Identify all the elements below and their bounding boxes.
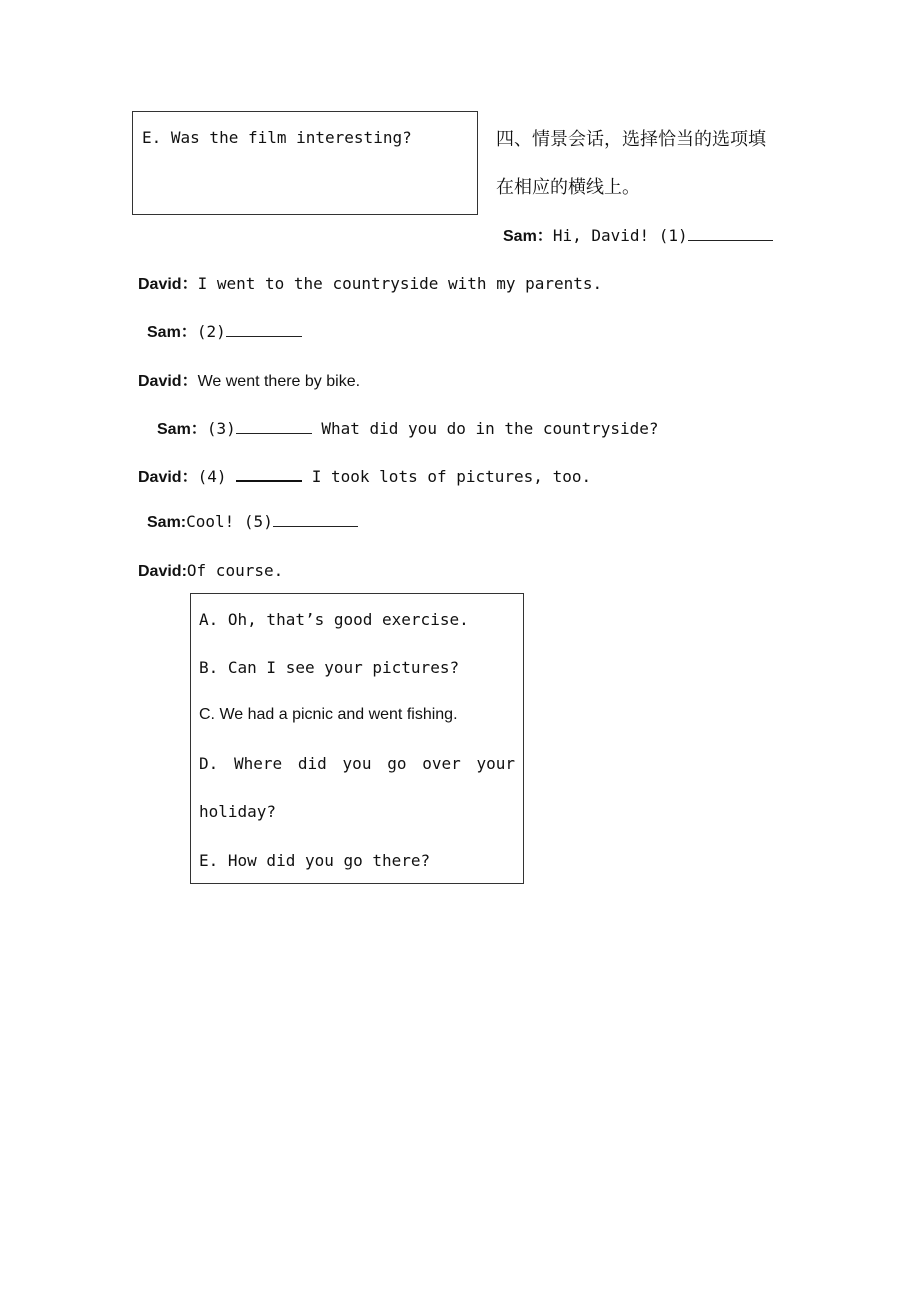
options-box — [190, 593, 524, 884]
dialogue-text: Cool! (5) — [186, 512, 273, 531]
dialogue-line-8 — [138, 561, 283, 581]
dialogue-text: (2) — [196, 322, 226, 341]
dialogue-text-after: What did you do in the countryside? — [311, 419, 659, 438]
option-d-word: D. — [199, 754, 219, 773]
option-d-word: your — [476, 754, 515, 773]
dialogue-text: Of course. — [186, 561, 284, 580]
option-d-word: did — [297, 754, 327, 773]
speaker-label: Sam： — [157, 421, 207, 438]
dialogue-text-after: I took lots of pictures, too. — [302, 467, 592, 486]
option-d-word: you — [342, 754, 372, 773]
speaker-label: David： — [138, 373, 198, 390]
option-d-word: over — [422, 754, 461, 773]
option-b: B. Can I see your pictures? — [199, 658, 460, 677]
dialogue-line-4 — [138, 368, 360, 391]
previous-options-box — [132, 111, 478, 215]
dialogue-line-1 — [503, 223, 773, 246]
dialogue-text: (4) — [197, 467, 237, 486]
answer-blank-4[interactable] — [236, 466, 302, 482]
option-c: C. We had a picnic and went fishing. — [199, 706, 458, 723]
answer-blank-3[interactable] — [236, 419, 312, 434]
answer-blank-5[interactable] — [273, 512, 358, 527]
option-d — [199, 754, 515, 773]
dialogue-text: We went there by bike. — [197, 373, 361, 390]
option-a: A. Oh, that’s good exercise. — [199, 610, 469, 629]
option-d-word: Where — [234, 754, 283, 773]
dialogue-line-3 — [147, 319, 302, 342]
dialogue-line-6 — [138, 464, 591, 487]
section-heading-cont: 在相应的横线上。 — [496, 177, 640, 198]
speaker-label: David： — [138, 276, 198, 293]
option-d-continued: holiday? — [199, 802, 277, 821]
dialogue-text: (3) — [206, 419, 236, 438]
dialogue-text: Hi, David! (1) — [552, 226, 688, 245]
option-e: E. How did you go there? — [199, 851, 431, 870]
answer-blank-1[interactable] — [688, 226, 773, 241]
speaker-label: Sam： — [503, 228, 553, 245]
answer-blank-2[interactable] — [226, 322, 302, 337]
speaker-label: David： — [138, 469, 198, 486]
section-heading: 四、情景会话，选择恰当的选项填 — [496, 129, 766, 150]
speaker-label: David: — [138, 563, 187, 580]
dialogue-line-2 — [138, 271, 602, 294]
dialogue-line-5 — [157, 416, 659, 439]
dialogue-text: I went to the countryside with my parents. — [197, 274, 603, 293]
dialogue-line-7 — [147, 512, 358, 532]
option-d-word: go — [387, 754, 407, 773]
speaker-label: Sam: — [147, 514, 187, 531]
speaker-label: Sam： — [147, 324, 197, 341]
option-e-previous: E. Was the film interesting? — [142, 128, 412, 147]
